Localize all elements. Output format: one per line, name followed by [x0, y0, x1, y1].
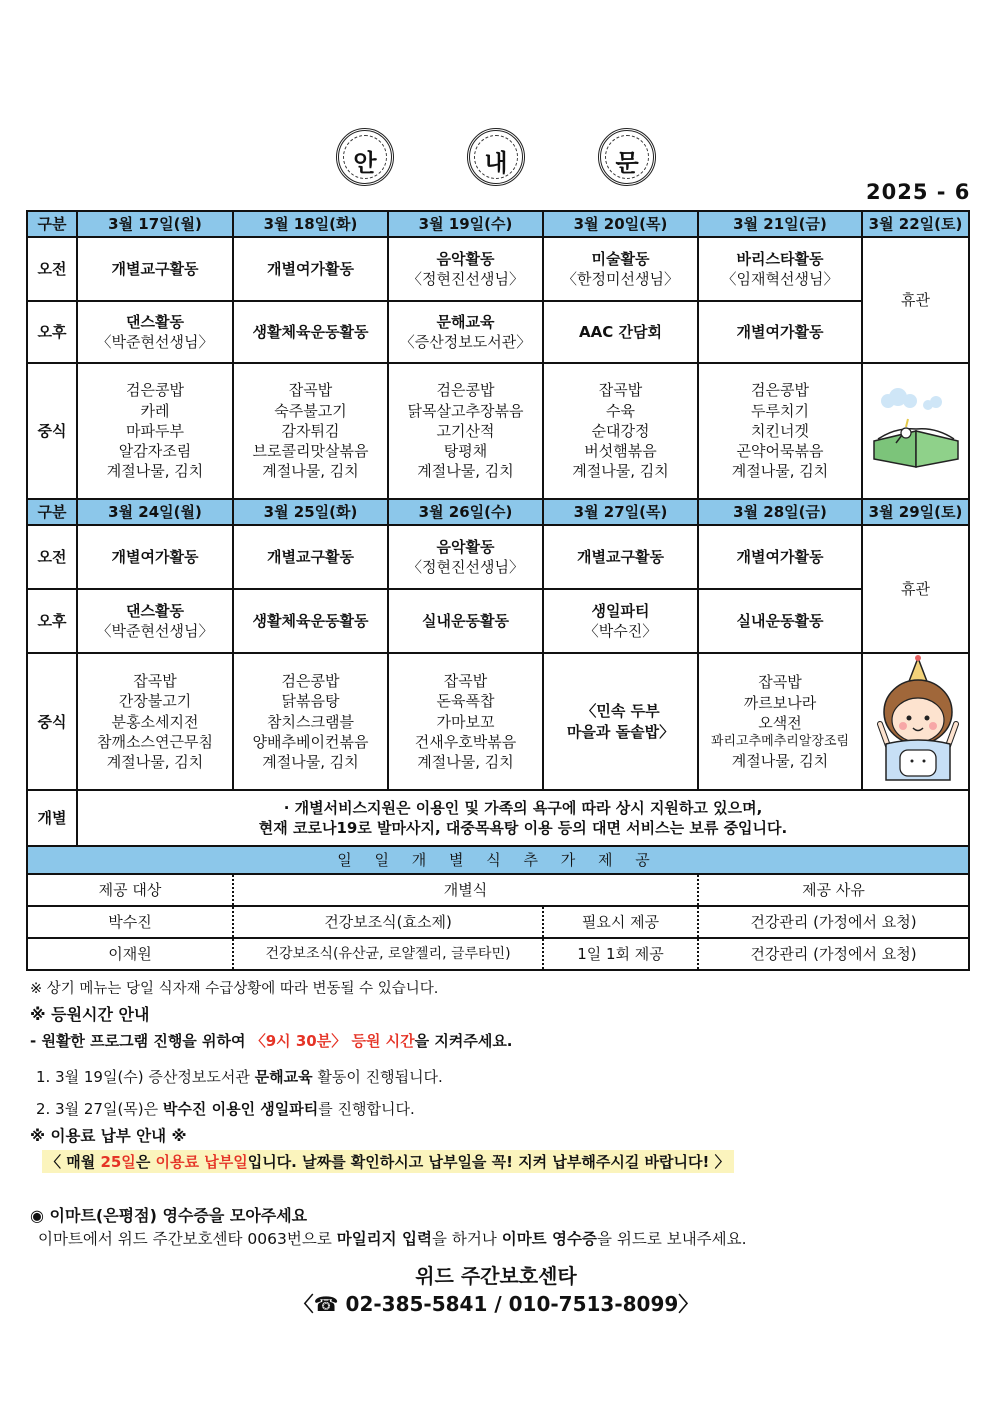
daily-meal-row	[27, 938, 969, 970]
arrival-notice: - 원활한 프로그램 진행을 위하여 〈9시 30분〉 등원 시간을 지켜주세요.	[30, 1032, 513, 1050]
frequency: 필요시 제공	[543, 906, 698, 938]
week1-meal-row	[27, 363, 969, 499]
pm-label: 오후	[27, 301, 77, 363]
week1-day-5: 3월 21일(금)	[698, 211, 862, 237]
fee-title: ※ 이용료 납부 안내 ※	[30, 1127, 187, 1145]
frequency: 1일 1회 제공	[543, 938, 698, 970]
activity-cell: 미술활동 〈한정미선생님〉	[543, 237, 698, 301]
col-reason: 제공 사유	[698, 874, 969, 906]
closed-cell: 휴관	[862, 525, 969, 653]
meal-cell: 잡곡밥 수육 순대강정 버섯햄볶음 계절나물, 김치	[543, 363, 698, 499]
schedule-table	[26, 210, 970, 971]
week1-day-6: 3월 22일(토)	[862, 211, 969, 237]
activity-cell: 개별여가활동	[698, 525, 862, 589]
week2-day-2: 3월 25일(화)	[233, 499, 388, 525]
meal-cell: 잡곡밥 간장불고기 분홍소세지전 참깨소스연근무침 계절나물, 김치	[77, 653, 233, 790]
week2-header-row	[27, 499, 969, 525]
activity-cell: 바리스타활동 〈임재혁선생님〉	[698, 237, 862, 301]
birthday-illustration-cell	[862, 653, 969, 790]
activity-cell: 실내운동활동	[698, 589, 862, 653]
activity-cell: 개별교구활동	[543, 525, 698, 589]
week2-meal-row	[27, 653, 969, 790]
center-name: 위드 주간보호센타	[415, 1264, 577, 1288]
activity-cell: 개별여가활동	[698, 301, 862, 363]
activity-cell: 개별교구활동	[233, 525, 388, 589]
meal-cell: 잡곡밥 까르보나라 오색전 꽈리고추메추리알장조림 계절나물, 김치	[698, 653, 862, 790]
activity-cell: 실내운동활동	[388, 589, 543, 653]
col-food: 개별식	[233, 874, 698, 906]
reason: 건강관리 (가정에서 요청)	[698, 906, 969, 938]
document-number: 2025 - 6	[866, 180, 971, 204]
week2-day-6: 3월 29일(토)	[862, 499, 969, 525]
daily-meal-header	[27, 846, 969, 874]
week1-am-row	[27, 237, 969, 301]
food-item: 건강보조식(유산균, 로얄젤리, 글루타민)	[233, 938, 543, 970]
daily-meal-title: 일 일 개 별 식 추 가 제 공	[27, 846, 969, 874]
open-book-icon	[866, 383, 966, 473]
activity-cell: 문해교육 〈증산정보도서관〉	[388, 301, 543, 363]
week1-header-row	[27, 211, 969, 237]
meal-label: 중식	[27, 363, 77, 499]
title-seals	[0, 128, 992, 192]
week2-day-3: 3월 26일(수)	[388, 499, 543, 525]
emart-notice: 이마트에서 위드 주간보호센타 0063번으로 마일리지 입력을 하거나 이마트 영수증을 위드로 보내주세요.	[38, 1230, 747, 1248]
special-meal-cell: 〈민속 두부 마을과 돌솥밥〉	[543, 653, 698, 790]
activity-cell: 댄스활동 〈박준현선생님〉	[77, 301, 233, 363]
food-item: 건강보조식(효소제)	[233, 906, 543, 938]
activity-cell: 음악활동 〈정현진선생님〉	[388, 237, 543, 301]
activity-cell: 생활체육운동활동	[233, 589, 388, 653]
meal-cell: 검은콩밥 카레 마파두부 알감자조림 계절나물, 김치	[77, 363, 233, 499]
seal-mun: 문	[598, 128, 656, 186]
daily-meal-row	[27, 906, 969, 938]
fee-notice: 〈 매월 25일은 이용료 납부일입니다. 날짜를 확인하시고 납부일을 꼭! 지켜 납부해주시길 바랍니다! 〉	[42, 1150, 734, 1173]
week1-day-3: 3월 19일(수)	[388, 211, 543, 237]
meal-label: 중식	[27, 653, 77, 790]
week2-pm-row	[27, 589, 969, 653]
week1-day-1: 3월 17일(월)	[77, 211, 233, 237]
book-illustration-cell	[862, 363, 969, 499]
header-label: 구분	[27, 211, 77, 237]
header-label: 구분	[27, 499, 77, 525]
individual-notice: · 개별서비스지원은 이용인 및 가족의 욕구에 따라 상시 지원하고 있으며, 현재 코로나19로 발마사지, 대중목욕탕 이용 등의 대면 서비스는 보류 중입니다.	[77, 790, 969, 846]
week2-day-4: 3월 27일(목)	[543, 499, 698, 525]
week2-day-1: 3월 24일(월)	[77, 499, 233, 525]
seal-nae: 내	[467, 128, 525, 186]
week2-day-5: 3월 28일(금)	[698, 499, 862, 525]
target-name: 이재원	[27, 938, 233, 970]
activity-cell: 개별여가활동	[233, 237, 388, 301]
activity-cell: 생활체육운동활동	[233, 301, 388, 363]
arrival-title: ※ 등원시간 안내	[30, 1005, 150, 1024]
individual-row	[27, 790, 969, 846]
center-phone: 〈☎ 02-385-5841 / 010-7513-8099〉	[293, 1292, 699, 1316]
meal-cell: 검은콩밥 두루치기 치킨너겟 곤약어묵볶음 계절나물, 김치	[698, 363, 862, 499]
closed-cell: 휴관	[862, 237, 969, 363]
notice-item-1: 1. 3월 19일(수) 증산정보도서관 문해교육 활동이 진행됩니다.	[36, 1068, 443, 1086]
activity-cell: 음악활동 〈정현진선생님〉	[388, 525, 543, 589]
reason: 건강관리 (가정에서 요청)	[698, 938, 969, 970]
activity-cell: AAC 간담회	[543, 301, 698, 363]
week2-am-row	[27, 525, 969, 589]
activity-cell: 개별여가활동	[77, 525, 233, 589]
activity-cell: 개별교구활동	[77, 237, 233, 301]
am-label: 오전	[27, 237, 77, 301]
birthday-child-icon	[866, 654, 966, 784]
week1-pm-row	[27, 301, 969, 363]
menu-change-note: ※ 상기 메뉴는 당일 식자재 수급상황에 따라 변동될 수 있습니다.	[30, 981, 439, 997]
am-label: 오전	[27, 525, 77, 589]
activity-cell: 댄스활동 〈박준현선생님〉	[77, 589, 233, 653]
target-name: 박수진	[27, 906, 233, 938]
meal-cell: 검은콩밥 닭볶음탕 참치스크램블 양배추베이컨볶음 계절나물, 김치	[233, 653, 388, 790]
seal-an: 안	[336, 128, 394, 186]
week1-day-4: 3월 20일(목)	[543, 211, 698, 237]
individual-label: 개별	[27, 790, 77, 846]
emart-title: ◉ 이마트(은평점) 영수증을 모아주세요	[30, 1206, 308, 1225]
activity-cell: 생일파티 〈박수진〉	[543, 589, 698, 653]
daily-meal-columns	[27, 874, 969, 906]
meal-cell: 잡곡밥 숙주불고기 감자튀김 브로콜리맛살볶음 계절나물, 김치	[233, 363, 388, 499]
week1-day-2: 3월 18일(화)	[233, 211, 388, 237]
meal-cell: 잡곡밥 돈육폭찹 가마보꼬 건새우호박볶음 계절나물, 김치	[388, 653, 543, 790]
col-target: 제공 대상	[27, 874, 233, 906]
meal-cell: 검은콩밥 닭목살고추장볶음 고기산적 탕평채 계절나물, 김치	[388, 363, 543, 499]
notice-item-2: 2. 3월 27일(목)은 박수진 이용인 생일파티를 진행합니다.	[36, 1100, 415, 1118]
pm-label: 오후	[27, 589, 77, 653]
